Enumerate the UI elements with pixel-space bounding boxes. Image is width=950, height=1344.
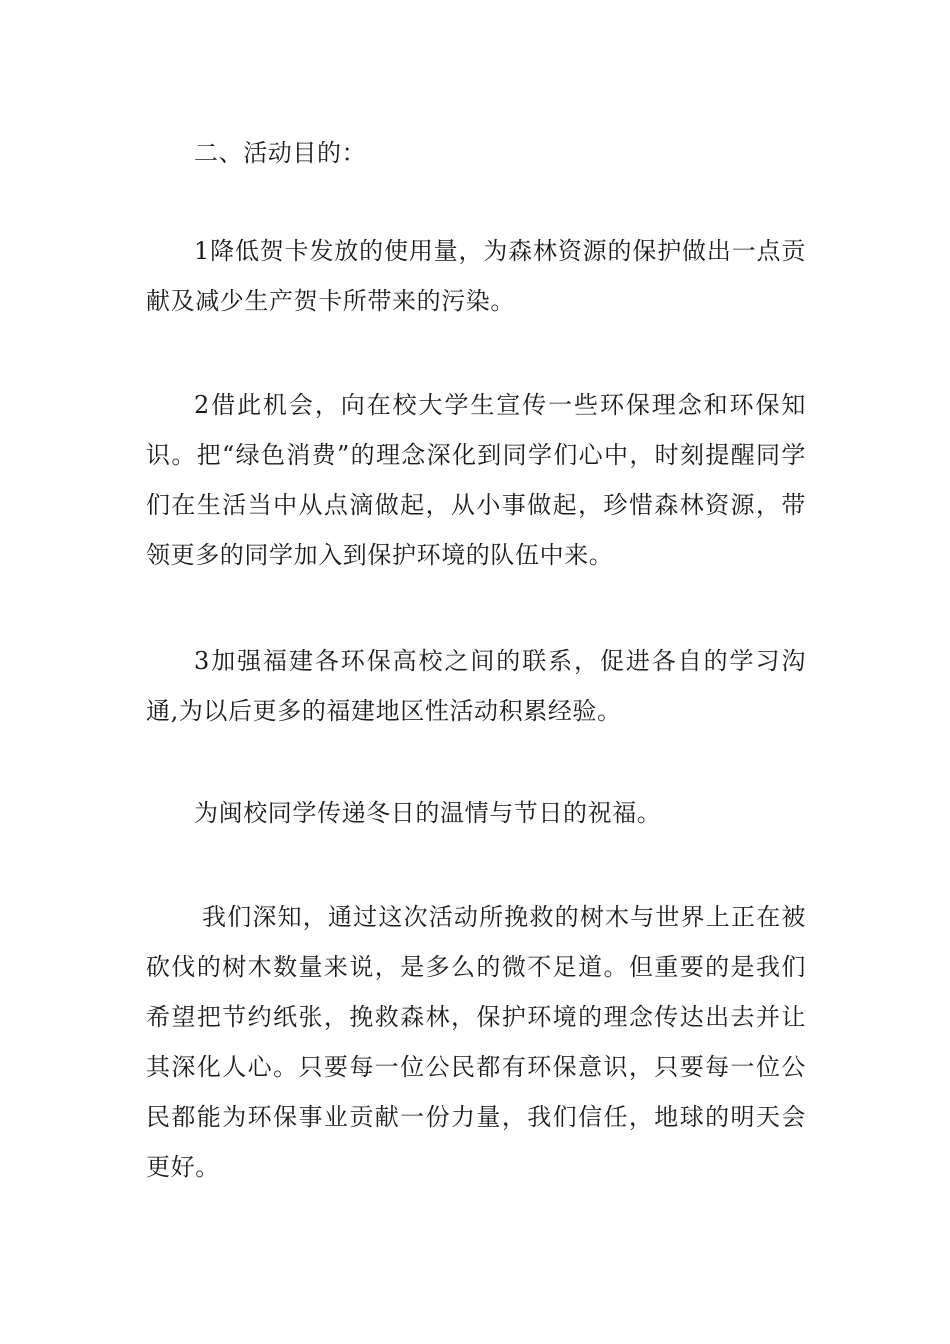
paragraph-goal-3: 3加强福建各环保高校之间的联系，促进各自的学习沟通,为以后更多的福建地区性活动积累经验。 [146, 647, 806, 725]
paragraph-goal-2: 2借此机会，向在校大学生宣传一些环保理念和环保知识。把“绿色消费”的理念深化到同学们心中，时刻提醒同学们在生活当中从点滴做起，从小事做起，珍惜森林资源，带领更多的同学加入到保护环境的队伍中来。 [146, 391, 806, 569]
paragraph-greeting: 为闽校同学传递冬日的温情与节日的祝福。 [194, 799, 662, 827]
section-heading: 二、活动目的： [194, 139, 367, 167]
document-body [146, 128, 806, 1192]
paragraph-conclusion: 我们深知，通过这次活动所挽救的树木与世界上正在被砍伐的树木数量来说，是多么的微不足道。但重要的是我们希望把节约纸张，挽救森林，保护环境的理念传达出去并让其深化人心。只要每一位公民都有环保意识，只要每一位公民都能为环保事业贡献一份力量，我们信任，地球的明天会更好。 [146, 903, 806, 1181]
paragraph-goal-1: 1降低贺卡发放的使用量，为森林资源的保护做出一点贡献及减少生产贺卡所带来的污染。 [146, 237, 806, 315]
